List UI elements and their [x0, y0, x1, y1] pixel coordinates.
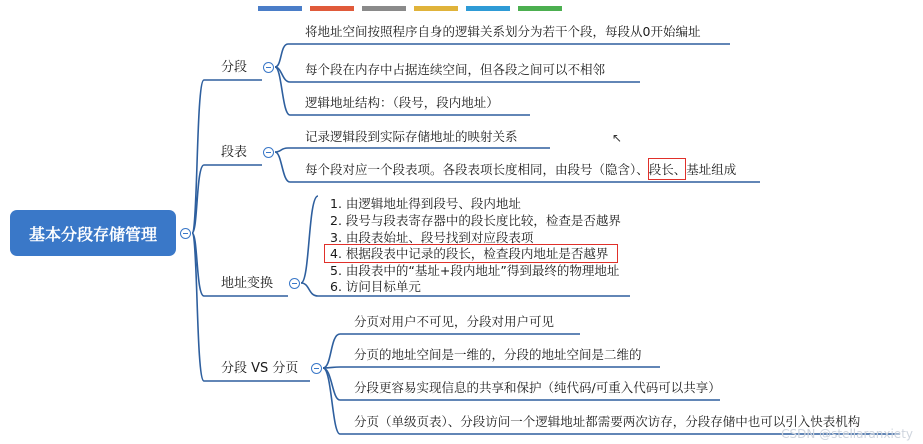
color-strip-1: [258, 6, 302, 11]
highlight-box-step-4: [324, 244, 618, 263]
root-label: 基本分段存储管理: [28, 224, 157, 244]
branch-label-segment[interactable]: 分段: [221, 60, 248, 75]
branch-label-translate[interactable]: 地址变换: [221, 276, 274, 291]
translate-step-1: 1. 由逻辑地址得到段号、段内地址: [330, 196, 521, 211]
translate-step-2: 2. 段号与段表寄存器中的段长度比较，检查是否越界: [330, 213, 621, 228]
connector-translate-top: [301, 196, 318, 283]
branch-label-compare[interactable]: 分段 VS 分页: [221, 361, 299, 376]
segment-item-1: 将地址空间按照程序自身的逻辑关系划分为若干个段，每段从0开始编址: [305, 24, 701, 39]
mouse-cursor-icon: ↖: [612, 131, 623, 145]
compare-item-4: 分页（单级页表）、分段访问一个逻辑地址都需要两次访存，分段存储中也可以引入快表机构: [354, 414, 861, 429]
compare-item-3: 分段更容易实现信息的共享和保护（纯代码/可重入代码可以共享）: [354, 380, 721, 395]
color-strip-3: [362, 6, 406, 11]
connector-root-segtable: [192, 165, 262, 233]
root-collapse-icon[interactable]: [180, 228, 191, 239]
segtable-item-2: 每个段对应一个段表项。各段表项长度相同，由段号（隐含）、段长、基址组成: [305, 162, 737, 177]
connector-compare-item-2: [323, 367, 660, 368]
connector-segtable-item-1: [275, 148, 550, 152]
compare-collapse-icon[interactable]: [311, 363, 322, 374]
color-strip-2: [310, 6, 354, 11]
compare-item-1: 分页对用户不可见，分段对用户可见: [354, 314, 555, 329]
segment-item-3: 逻辑地址结构：（段号，段内地址）: [305, 95, 499, 110]
root-node[interactable]: [10, 210, 176, 256]
color-strip-6: [518, 6, 562, 11]
translate-step-6: 6. 访问目标单元: [330, 279, 421, 294]
color-strip-5: [466, 6, 510, 11]
translate-collapse-icon[interactable]: [289, 278, 300, 289]
compare-item-2: 分页的地址空间是一维的，分段的地址空间是二维的: [354, 347, 642, 362]
translate-step-4: 4. 根据段表中记录的段长，检查段内地址是否越界: [330, 246, 609, 261]
branch-label-segtable[interactable]: 段表: [221, 145, 248, 160]
segment-item-2: 每个段在内存中占据连续空间，但各段之间可以不相邻: [305, 62, 606, 77]
segtable-item-1: 记录逻辑段到实际存储地址的映射关系: [305, 129, 518, 144]
connector-root-compare: [192, 233, 310, 381]
watermark: CSDN @stellaranxiety: [781, 427, 913, 441]
translate-step-5: 5. 由段表中的“基址+段内地址”得到最终的物理地址: [330, 263, 620, 278]
segment-collapse-icon[interactable]: [263, 62, 274, 73]
segtable-collapse-icon[interactable]: [263, 147, 274, 158]
color-strip-4: [414, 6, 458, 11]
highlight-box-segment-length: [648, 158, 686, 180]
translate-step-3: 3. 由段表始址、段号找到对应段表项: [330, 230, 534, 245]
